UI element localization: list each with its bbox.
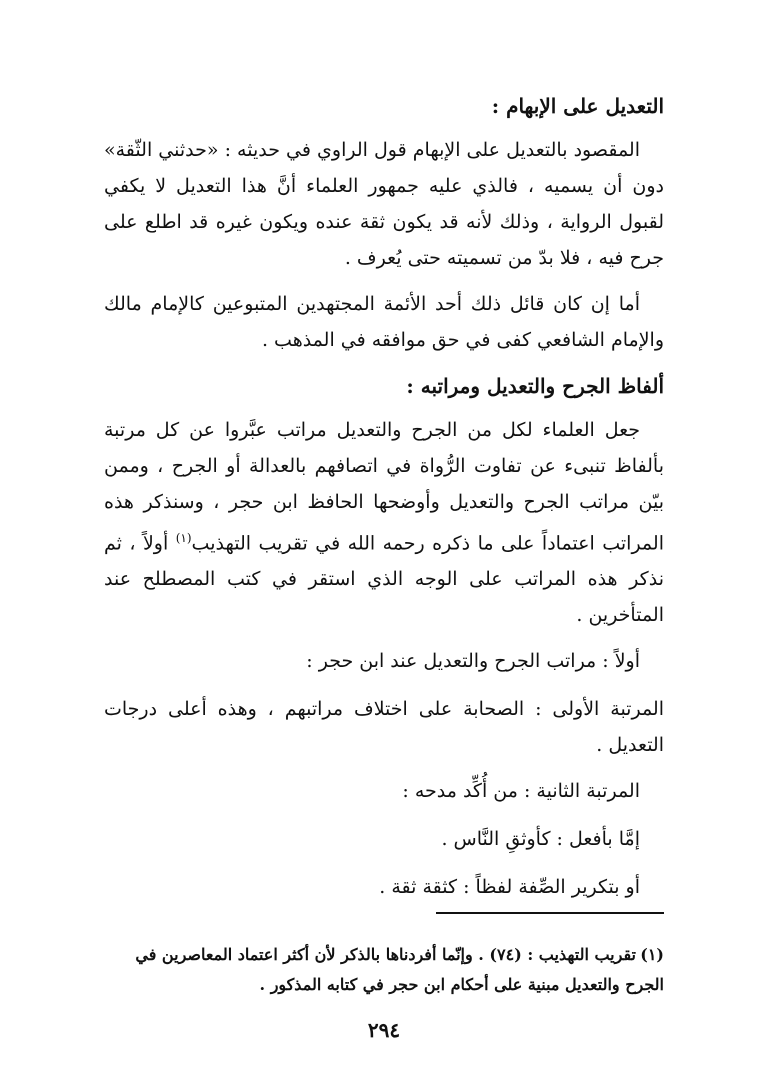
footnote-reference[interactable]: (١) (175, 531, 192, 545)
paragraph-alfaz-intro (104, 412, 664, 633)
paragraph-ta3dil-definition: المقصود بالتعديل على الإبهام قول الراوي في حديثه : «حدثني الثّقة» دون أن يسميه ، فالذي عليه جمهور العلماء أنَّ هذا التعديل لا يكفي لقبول الرواية ، وذلك لأنه قد يكون ثقة عنده ويكون غيره قد اطلع على جرح فيه ، فلا بدّ من تسميته حتى يُعرف . (104, 139, 664, 269)
rank-two: المرتبة الثانية : من أُكِّد مدحه : (402, 780, 640, 803)
subheading-ibn-hajar: أولاً : مراتب الجرح والتعديل عند ابن حجر : (306, 650, 640, 673)
rank-one: المرتبة الأولى : الصحابة على اختلاف مراتبهم ، وهذه أعلى درجات التعديل . (104, 698, 664, 757)
paragraph-imam-exception: أما إن كان قائل ذلك أحد الأئمة المجتهدين المتبوعين كالإمام مالك والإمام الشافعي كفى في حق موافقه في المذهب . (104, 293, 664, 351)
paragraph-alfaz-part1: جعل العلماء لكل من الجرح والتعديل مراتب عبَّروا عن كل مرتبة بألفاظ تنبىء عن تفاوت الرُّواة في اتصافهم بالعدالة أو الجرح ، وممن بيّن مراتب الجرح والتعديل وأوضحها الحافظ ابن حجر ، وسنذكر هذه المراتب اعتماداً على ما ذكره رحمه الله في تقريب التهذيب (104, 419, 664, 555)
paragraph-alfaz-part2: أولاً ، ثم نذكر هذه المراتب على الوجه الذي استقر في كتب المصطلح عند المتأخرين . (104, 532, 664, 627)
page-body (104, 88, 664, 917)
footnote-number: (١) (640, 945, 664, 964)
page-number: ٢٩٤ (367, 1018, 401, 1042)
footnote (104, 940, 664, 1000)
rank-two-example-b: أو بتكرير الصِّفة لفظاً : كثقة ثقة . (379, 876, 640, 899)
rank-two-example-a: إمَّا بأفعل : كأوثقِ النَّاس . (441, 828, 640, 851)
heading-alfaz: ألفاظ الجرح والتعديل ومراتبه : (406, 374, 664, 398)
footnote-text: تقريب التهذيب : (٧٤) . وإنّما أفردناها بالذكر لأن أكثر اعتماد المعاصرين في الجرح والتعديل مبنية على أحكام ابن حجر في كتابه المذكور . (135, 945, 664, 994)
heading-ta3dil-ibham: التعديل على الإبهام : (491, 94, 664, 118)
footnote-divider (436, 912, 664, 914)
